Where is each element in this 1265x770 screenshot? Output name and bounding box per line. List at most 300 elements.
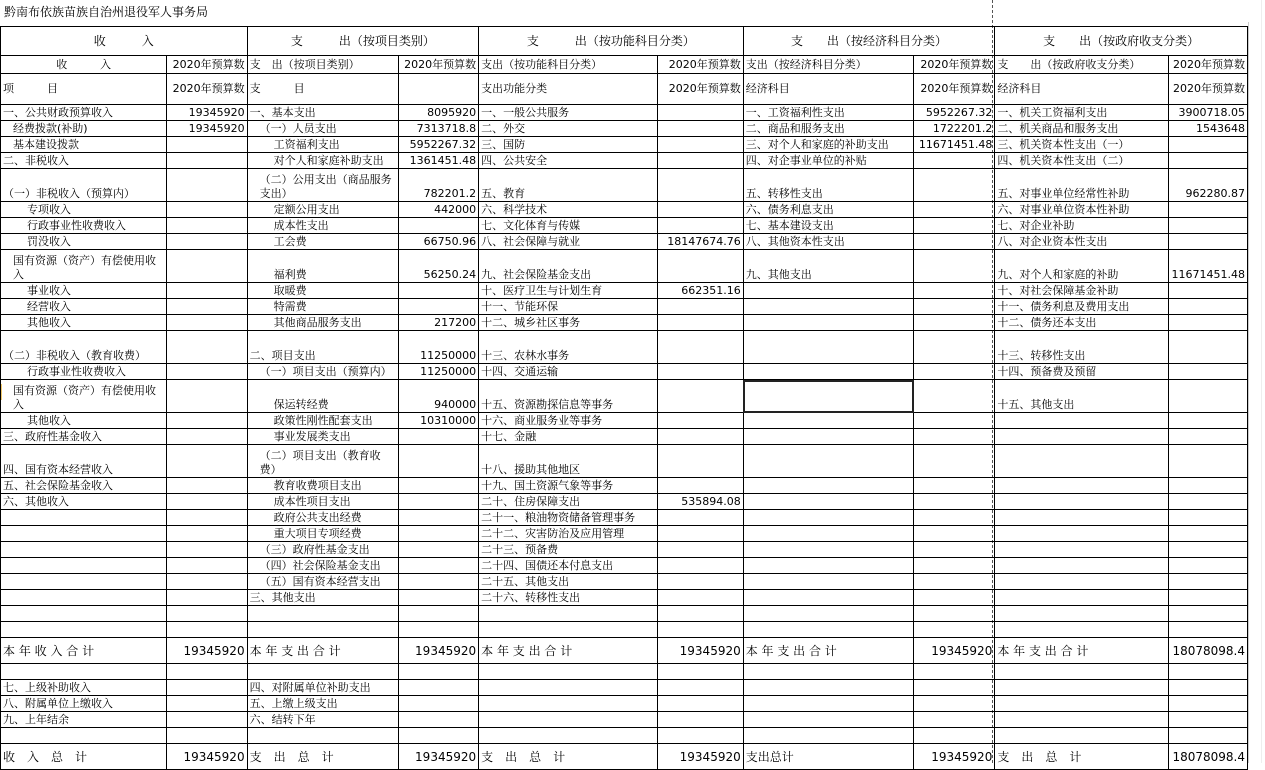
item-cell[interactable]: 国有资源（资产）有偿使用收入 <box>1 250 167 283</box>
amount-cell[interactable] <box>1168 542 1247 558</box>
empty-cell[interactable] <box>657 606 743 622</box>
item-cell[interactable]: 对个人和家庭补助支出 <box>247 153 398 169</box>
empty-cell[interactable] <box>995 606 1168 622</box>
empty-cell[interactable] <box>657 622 743 638</box>
item-cell[interactable]: 九、其他支出 <box>743 250 913 283</box>
header-label-cell[interactable]: 支出（按功能科目分类） <box>479 56 657 74</box>
item-cell[interactable]: 七、文化体育与传媒 <box>479 218 657 234</box>
item-cell[interactable]: 十九、国土资源气象等事务 <box>479 478 657 494</box>
amount-cell[interactable]: 11250000 <box>398 364 478 380</box>
item-cell[interactable]: 十五、其他支出 <box>995 380 1168 413</box>
empty-cell[interactable] <box>247 606 398 622</box>
amount-cell[interactable] <box>398 526 478 542</box>
total-cell[interactable]: 本 年 支 出 合 计 <box>247 638 398 664</box>
header-item-cell[interactable]: 2020年预算数 <box>914 74 995 105</box>
amount-cell[interactable]: 19345920 <box>167 121 247 137</box>
empty-cell[interactable] <box>479 696 657 712</box>
amount-cell[interactable] <box>167 542 247 558</box>
amount-cell[interactable] <box>398 494 478 510</box>
item-cell[interactable]: 三、其他支出 <box>247 590 398 606</box>
empty-cell[interactable] <box>743 680 913 696</box>
grand-total-cell[interactable]: 19345920 <box>167 744 247 770</box>
amount-cell[interactable] <box>398 299 478 315</box>
item-cell[interactable] <box>743 413 913 429</box>
item-cell[interactable] <box>1 510 167 526</box>
item-cell[interactable] <box>995 526 1168 542</box>
total-cell[interactable]: 本 年 支 出 合 计 <box>995 638 1168 664</box>
item-cell[interactable]: 其他收入 <box>1 315 167 331</box>
empty-cell[interactable] <box>995 728 1168 744</box>
item-cell[interactable]: 十七、金融 <box>479 429 657 445</box>
header-item-cell[interactable]: 项 目 <box>1 74 167 105</box>
amount-cell[interactable] <box>914 299 995 315</box>
header-label-cell[interactable]: 2020年预算数 <box>657 56 743 74</box>
amount-cell[interactable] <box>914 218 995 234</box>
item-cell[interactable]: 五、转移性支出 <box>743 169 913 202</box>
item-cell[interactable]: 福利费 <box>247 250 398 283</box>
item-cell[interactable]: 五、社会保险基金收入 <box>1 478 167 494</box>
amount-cell[interactable] <box>167 283 247 299</box>
item-cell[interactable]: 行政事业性收费收入 <box>1 364 167 380</box>
total-cell[interactable]: 19345920 <box>167 638 247 664</box>
amount-cell[interactable] <box>657 445 743 478</box>
item-cell[interactable]: 十四、预备费及预留 <box>995 364 1168 380</box>
empty-cell[interactable] <box>1168 712 1247 728</box>
amount-cell[interactable]: 18147674.76 <box>657 234 743 250</box>
grand-total-cell[interactable]: 支 出 总 计 <box>247 744 398 770</box>
amount-cell[interactable]: 66750.96 <box>398 234 478 250</box>
grand-total-cell[interactable]: 18078098.4 <box>1168 744 1247 770</box>
amount-cell[interactable] <box>914 478 995 494</box>
item-cell[interactable]: 七、基本建设支出 <box>743 218 913 234</box>
item-cell[interactable] <box>995 510 1168 526</box>
amount-cell[interactable] <box>657 202 743 218</box>
empty-cell[interactable] <box>743 664 913 680</box>
empty-cell[interactable] <box>657 664 743 680</box>
item-cell[interactable] <box>743 445 913 478</box>
amount-cell[interactable] <box>1168 590 1247 606</box>
header-item-cell[interactable]: 支 目 <box>247 74 398 105</box>
amount-cell[interactable] <box>657 558 743 574</box>
amount-cell[interactable]: 1543648 <box>1168 121 1247 137</box>
empty-cell[interactable] <box>914 712 995 728</box>
amount-cell[interactable]: 5952267.32 <box>398 137 478 153</box>
grand-total-cell[interactable]: 19345920 <box>914 744 995 770</box>
empty-cell[interactable] <box>657 680 743 696</box>
empty-cell[interactable] <box>479 622 657 638</box>
item-cell[interactable]: 政府公共支出经费 <box>247 510 398 526</box>
item-cell[interactable]: 一、公共财政预算收入 <box>1 105 167 121</box>
amount-cell[interactable] <box>1168 153 1247 169</box>
item-cell[interactable]: 二十二、灾害防治及应用管理 <box>479 526 657 542</box>
amount-cell[interactable] <box>657 590 743 606</box>
item-cell[interactable] <box>743 331 913 364</box>
amount-cell[interactable] <box>657 121 743 137</box>
item-cell[interactable]: 定额公用支出 <box>247 202 398 218</box>
item-cell[interactable] <box>167 712 247 728</box>
amount-cell[interactable] <box>914 526 995 542</box>
item-cell[interactable] <box>995 574 1168 590</box>
item-cell[interactable]: 一、工资福利性支出 <box>743 105 913 121</box>
item-cell[interactable] <box>1 558 167 574</box>
amount-cell[interactable] <box>1168 299 1247 315</box>
empty-cell[interactable] <box>995 622 1168 638</box>
amount-cell[interactable] <box>398 218 478 234</box>
item-cell[interactable] <box>995 445 1168 478</box>
header-label-cell[interactable]: 2020年预算数 <box>167 56 247 74</box>
item-cell[interactable]: 十八、援助其他地区 <box>479 445 657 478</box>
item-cell[interactable] <box>995 429 1168 445</box>
amount-cell[interactable] <box>914 494 995 510</box>
amount-cell[interactable] <box>167 364 247 380</box>
item-cell[interactable]: 四、公共安全 <box>479 153 657 169</box>
item-cell[interactable]: （二）公用支出（商品服务支出） <box>247 169 398 202</box>
amount-cell[interactable] <box>398 510 478 526</box>
item-cell[interactable]: 国有资源（资产）有偿使用收入 <box>1 380 167 413</box>
item-cell[interactable] <box>743 590 913 606</box>
total-cell[interactable]: 19345920 <box>398 638 478 664</box>
header-item-cell[interactable]: 经济科目 <box>995 74 1168 105</box>
amount-cell[interactable] <box>167 494 247 510</box>
amount-cell[interactable] <box>398 574 478 590</box>
empty-cell[interactable] <box>479 606 657 622</box>
amount-cell[interactable] <box>398 558 478 574</box>
item-cell[interactable] <box>995 478 1168 494</box>
item-cell[interactable] <box>1 526 167 542</box>
item-cell[interactable]: 二、项目支出 <box>247 331 398 364</box>
empty-cell[interactable] <box>167 606 247 622</box>
empty-cell[interactable] <box>398 696 478 712</box>
empty-cell[interactable] <box>914 696 995 712</box>
item-cell[interactable] <box>743 558 913 574</box>
amount-cell[interactable] <box>1168 202 1247 218</box>
empty-cell[interactable] <box>167 622 247 638</box>
item-cell[interactable] <box>743 510 913 526</box>
empty-cell[interactable] <box>479 728 657 744</box>
header-label-cell[interactable]: 支出（按经济科目分类） <box>743 56 913 74</box>
total-cell[interactable]: 本 年 支 出 合 计 <box>743 638 913 664</box>
amount-cell[interactable]: 217200 <box>398 315 478 331</box>
item-cell[interactable]: 取暖费 <box>247 283 398 299</box>
item-cell[interactable]: 五、对事业单位经常性补助 <box>995 169 1168 202</box>
empty-cell[interactable] <box>657 728 743 744</box>
item-cell[interactable]: 成本性支出 <box>247 218 398 234</box>
item-cell[interactable]: 九、上年结余 <box>1 712 167 728</box>
amount-cell[interactable] <box>1168 315 1247 331</box>
empty-cell[interactable] <box>479 680 657 696</box>
empty-cell[interactable] <box>1 622 167 638</box>
item-cell[interactable]: 十三、农林水事务 <box>479 331 657 364</box>
item-cell[interactable]: 八、对企业资本性支出 <box>995 234 1168 250</box>
item-cell[interactable] <box>743 526 913 542</box>
item-cell[interactable]: 二十四、国债还本付息支出 <box>479 558 657 574</box>
amount-cell[interactable] <box>1168 558 1247 574</box>
item-cell[interactable]: 五、教育 <box>479 169 657 202</box>
empty-cell[interactable] <box>995 680 1168 696</box>
item-cell[interactable]: 工资福利支出 <box>247 137 398 153</box>
amount-cell[interactable] <box>657 542 743 558</box>
amount-cell[interactable] <box>167 250 247 283</box>
amount-cell[interactable] <box>398 429 478 445</box>
item-cell[interactable]: 七、对企业补助 <box>995 218 1168 234</box>
empty-cell[interactable] <box>914 728 995 744</box>
amount-cell[interactable] <box>167 590 247 606</box>
item-cell[interactable]: 六、债务利息支出 <box>743 202 913 218</box>
item-cell[interactable]: 三、政府性基金收入 <box>1 429 167 445</box>
header-group-cell[interactable]: 支 出（按政府收支分类） <box>995 27 1248 56</box>
header-label-cell[interactable]: 支 出（按政府收支分类） <box>995 56 1168 74</box>
empty-cell[interactable] <box>657 696 743 712</box>
header-item-cell[interactable]: 经济科目 <box>743 74 913 105</box>
amount-cell[interactable] <box>1168 413 1247 429</box>
amount-cell[interactable]: 535894.08 <box>657 494 743 510</box>
amount-cell[interactable] <box>914 250 995 283</box>
empty-cell[interactable] <box>995 664 1168 680</box>
empty-cell[interactable] <box>1 728 167 744</box>
item-cell[interactable]: 事业发展类支出 <box>247 429 398 445</box>
item-cell[interactable] <box>995 558 1168 574</box>
header-item-cell[interactable]: 支出功能分类 <box>479 74 657 105</box>
item-cell[interactable]: 三、对个人和家庭的补助支出 <box>743 137 913 153</box>
grand-total-cell[interactable]: 支 出 总 计 <box>995 744 1168 770</box>
empty-cell[interactable] <box>479 664 657 680</box>
item-cell[interactable]: 二十三、预备费 <box>479 542 657 558</box>
amount-cell[interactable] <box>657 299 743 315</box>
empty-cell[interactable] <box>247 664 398 680</box>
total-cell[interactable]: 18078098.4 <box>1168 638 1247 664</box>
item-cell[interactable]: 十、对社会保障基金补助 <box>995 283 1168 299</box>
header-label-cell[interactable]: 2020年预算数 <box>914 56 995 74</box>
amount-cell[interactable] <box>914 510 995 526</box>
grand-total-cell[interactable]: 支 出 总 计 <box>479 744 657 770</box>
amount-cell[interactable] <box>657 413 743 429</box>
total-cell[interactable]: 19345920 <box>657 638 743 664</box>
empty-cell[interactable] <box>1 606 167 622</box>
item-cell[interactable]: （一）人员支出 <box>247 121 398 137</box>
total-cell[interactable]: 本 年 收 入 合 计 <box>1 638 167 664</box>
amount-cell[interactable] <box>657 526 743 542</box>
amount-cell[interactable] <box>657 380 743 413</box>
grand-total-cell[interactable]: 支出总计 <box>743 744 913 770</box>
header-group-cell[interactable]: 支 出（按功能科目分类） <box>479 27 744 56</box>
amount-cell[interactable] <box>1168 574 1247 590</box>
item-cell[interactable] <box>995 494 1168 510</box>
amount-cell[interactable] <box>167 202 247 218</box>
item-cell[interactable]: 行政事业性收费收入 <box>1 218 167 234</box>
item-cell[interactable] <box>995 413 1168 429</box>
item-cell[interactable]: （二）项目支出（教育收费） <box>247 445 398 478</box>
item-cell[interactable] <box>743 478 913 494</box>
item-cell[interactable] <box>743 315 913 331</box>
item-cell[interactable]: 一、机关工资福利支出 <box>995 105 1168 121</box>
amount-cell[interactable]: 962280.87 <box>1168 169 1247 202</box>
amount-cell[interactable] <box>914 169 995 202</box>
empty-cell[interactable] <box>657 712 743 728</box>
item-cell[interactable]: 二、机关商品和服务支出 <box>995 121 1168 137</box>
item-cell[interactable]: 八、其他资本性支出 <box>743 234 913 250</box>
grand-total-cell[interactable]: 19345920 <box>657 744 743 770</box>
empty-cell[interactable] <box>914 606 995 622</box>
empty-cell[interactable] <box>743 712 913 728</box>
amount-cell[interactable] <box>167 331 247 364</box>
amount-cell[interactable]: 442000 <box>398 202 478 218</box>
amount-cell[interactable] <box>657 331 743 364</box>
item-cell[interactable]: 其他收入 <box>1 413 167 429</box>
item-cell[interactable]: 九、社会保险基金支出 <box>479 250 657 283</box>
amount-cell[interactable] <box>167 153 247 169</box>
amount-cell[interactable] <box>167 510 247 526</box>
header-label-cell[interactable]: 支 出（按项目类别） <box>247 56 398 74</box>
header-label-cell[interactable]: 2020年预算数 <box>1168 56 1247 74</box>
item-cell[interactable]: 二、外交 <box>479 121 657 137</box>
header-group-cell[interactable]: 支 出（按经济科目分类） <box>743 27 995 56</box>
amount-cell[interactable] <box>914 445 995 478</box>
empty-cell[interactable] <box>167 728 247 744</box>
amount-cell[interactable] <box>1168 234 1247 250</box>
header-group-cell[interactable]: 支 出（按项目类别） <box>247 27 479 56</box>
amount-cell[interactable] <box>914 574 995 590</box>
empty-cell[interactable] <box>1168 664 1247 680</box>
item-cell[interactable]: （三）政府性基金支出 <box>247 542 398 558</box>
item-cell[interactable]: 四、对企事业单位的补贴 <box>743 153 913 169</box>
amount-cell[interactable] <box>1168 283 1247 299</box>
amount-cell[interactable]: 662351.16 <box>657 283 743 299</box>
item-cell[interactable]: 政策性刚性配套支出 <box>247 413 398 429</box>
empty-cell[interactable] <box>398 606 478 622</box>
item-cell[interactable]: 二、非税收入 <box>1 153 167 169</box>
item-cell[interactable]: 罚没收入 <box>1 234 167 250</box>
empty-cell[interactable] <box>743 728 913 744</box>
amount-cell[interactable] <box>167 558 247 574</box>
amount-cell[interactable] <box>914 283 995 299</box>
empty-cell[interactable] <box>398 622 478 638</box>
amount-cell[interactable]: 19345920 <box>167 105 247 121</box>
item-cell[interactable]: 九、对个人和家庭的补助 <box>995 250 1168 283</box>
amount-cell[interactable] <box>657 429 743 445</box>
empty-cell[interactable] <box>914 622 995 638</box>
amount-cell[interactable]: 5952267.32 <box>914 105 995 121</box>
item-cell[interactable]: 十六、商业服务业等事务 <box>479 413 657 429</box>
amount-cell[interactable] <box>1168 331 1247 364</box>
amount-cell[interactable] <box>914 364 995 380</box>
grand-total-cell[interactable]: 19345920 <box>398 744 478 770</box>
amount-cell[interactable]: 11671451.48 <box>1168 250 1247 283</box>
empty-cell[interactable] <box>247 728 398 744</box>
empty-cell[interactable] <box>398 712 478 728</box>
item-cell[interactable]: 三、国防 <box>479 137 657 153</box>
item-cell[interactable]: 二、商品和服务支出 <box>743 121 913 137</box>
amount-cell[interactable] <box>167 315 247 331</box>
empty-cell[interactable] <box>1168 606 1247 622</box>
amount-cell[interactable] <box>1168 526 1247 542</box>
amount-cell[interactable] <box>657 218 743 234</box>
amount-cell[interactable] <box>167 218 247 234</box>
amount-cell[interactable] <box>914 315 995 331</box>
amount-cell[interactable] <box>657 153 743 169</box>
item-cell[interactable]: 六、其他收入 <box>1 494 167 510</box>
amount-cell[interactable] <box>398 478 478 494</box>
item-cell[interactable]: 四、机关资本性支出（二） <box>995 153 1168 169</box>
item-cell[interactable]: 专项收入 <box>1 202 167 218</box>
empty-cell[interactable] <box>743 622 913 638</box>
item-cell[interactable]: 六、科学技术 <box>479 202 657 218</box>
amount-cell[interactable] <box>657 250 743 283</box>
item-cell[interactable]: 十五、资源勘探信息等事务 <box>479 380 657 413</box>
empty-cell[interactable] <box>247 622 398 638</box>
total-cell[interactable]: 19345920 <box>914 638 995 664</box>
amount-cell[interactable] <box>398 445 478 478</box>
item-cell[interactable]: 十、医疗卫生与计划生育 <box>479 283 657 299</box>
empty-cell[interactable] <box>167 664 247 680</box>
amount-cell[interactable] <box>657 137 743 153</box>
item-cell[interactable]: （五）国有资本经营支出 <box>247 574 398 590</box>
item-cell[interactable] <box>1 590 167 606</box>
amount-cell[interactable] <box>1168 380 1247 413</box>
item-cell[interactable] <box>995 542 1168 558</box>
amount-cell[interactable]: 3900718.05 <box>1168 105 1247 121</box>
amount-cell[interactable]: 1361451.48 <box>398 153 478 169</box>
amount-cell[interactable]: 10310000 <box>398 413 478 429</box>
empty-cell[interactable] <box>1168 680 1247 696</box>
header-item-cell[interactable]: 2020年预算数 <box>657 74 743 105</box>
amount-cell[interactable] <box>914 413 995 429</box>
item-cell[interactable]: 十四、交通运输 <box>479 364 657 380</box>
amount-cell[interactable]: 7313718.8 <box>398 121 478 137</box>
item-cell[interactable]: 十三、转移性支出 <box>995 331 1168 364</box>
item-cell[interactable]: 二十一、粮油物资储备管理事务 <box>479 510 657 526</box>
amount-cell[interactable] <box>1168 218 1247 234</box>
amount-cell[interactable]: 1722201.2 <box>914 121 995 137</box>
amount-cell[interactable] <box>167 234 247 250</box>
item-cell[interactable] <box>995 590 1168 606</box>
amount-cell[interactable] <box>167 413 247 429</box>
amount-cell[interactable] <box>657 364 743 380</box>
item-cell[interactable]: 特需费 <box>247 299 398 315</box>
amount-cell[interactable]: 11250000 <box>398 331 478 364</box>
item-cell[interactable]: 基本建设拨款 <box>1 137 167 153</box>
item-cell[interactable]: 二十、住房保障支出 <box>479 494 657 510</box>
item-cell[interactable] <box>167 680 247 696</box>
item-cell[interactable] <box>167 696 247 712</box>
amount-cell[interactable]: 56250.24 <box>398 250 478 283</box>
amount-cell[interactable] <box>1168 478 1247 494</box>
item-cell[interactable] <box>743 283 913 299</box>
header-label-cell[interactable]: 2020年预算数 <box>398 56 478 74</box>
amount-cell[interactable]: 782201.2 <box>398 169 478 202</box>
amount-cell[interactable] <box>914 590 995 606</box>
amount-cell[interactable] <box>914 331 995 364</box>
amount-cell[interactable] <box>914 429 995 445</box>
empty-cell[interactable] <box>995 712 1168 728</box>
empty-cell[interactable] <box>743 606 913 622</box>
amount-cell[interactable] <box>1168 510 1247 526</box>
empty-cell[interactable] <box>1168 622 1247 638</box>
empty-cell[interactable] <box>914 664 995 680</box>
empty-cell[interactable] <box>914 680 995 696</box>
item-cell[interactable]: （四）社会保险基金支出 <box>247 558 398 574</box>
empty-cell[interactable] <box>1168 696 1247 712</box>
amount-cell[interactable] <box>914 542 995 558</box>
amount-cell[interactable] <box>914 234 995 250</box>
amount-cell[interactable] <box>657 315 743 331</box>
item-cell[interactable]: 工会费 <box>247 234 398 250</box>
item-cell[interactable]: （一）项目支出（预算内） <box>247 364 398 380</box>
item-cell[interactable]: 成本性项目支出 <box>247 494 398 510</box>
empty-cell[interactable] <box>995 696 1168 712</box>
item-cell[interactable]: 十二、债务还本支出 <box>995 315 1168 331</box>
item-cell[interactable]: 经费拨款(补助) <box>1 121 167 137</box>
item-cell[interactable]: 十一、节能环保 <box>479 299 657 315</box>
